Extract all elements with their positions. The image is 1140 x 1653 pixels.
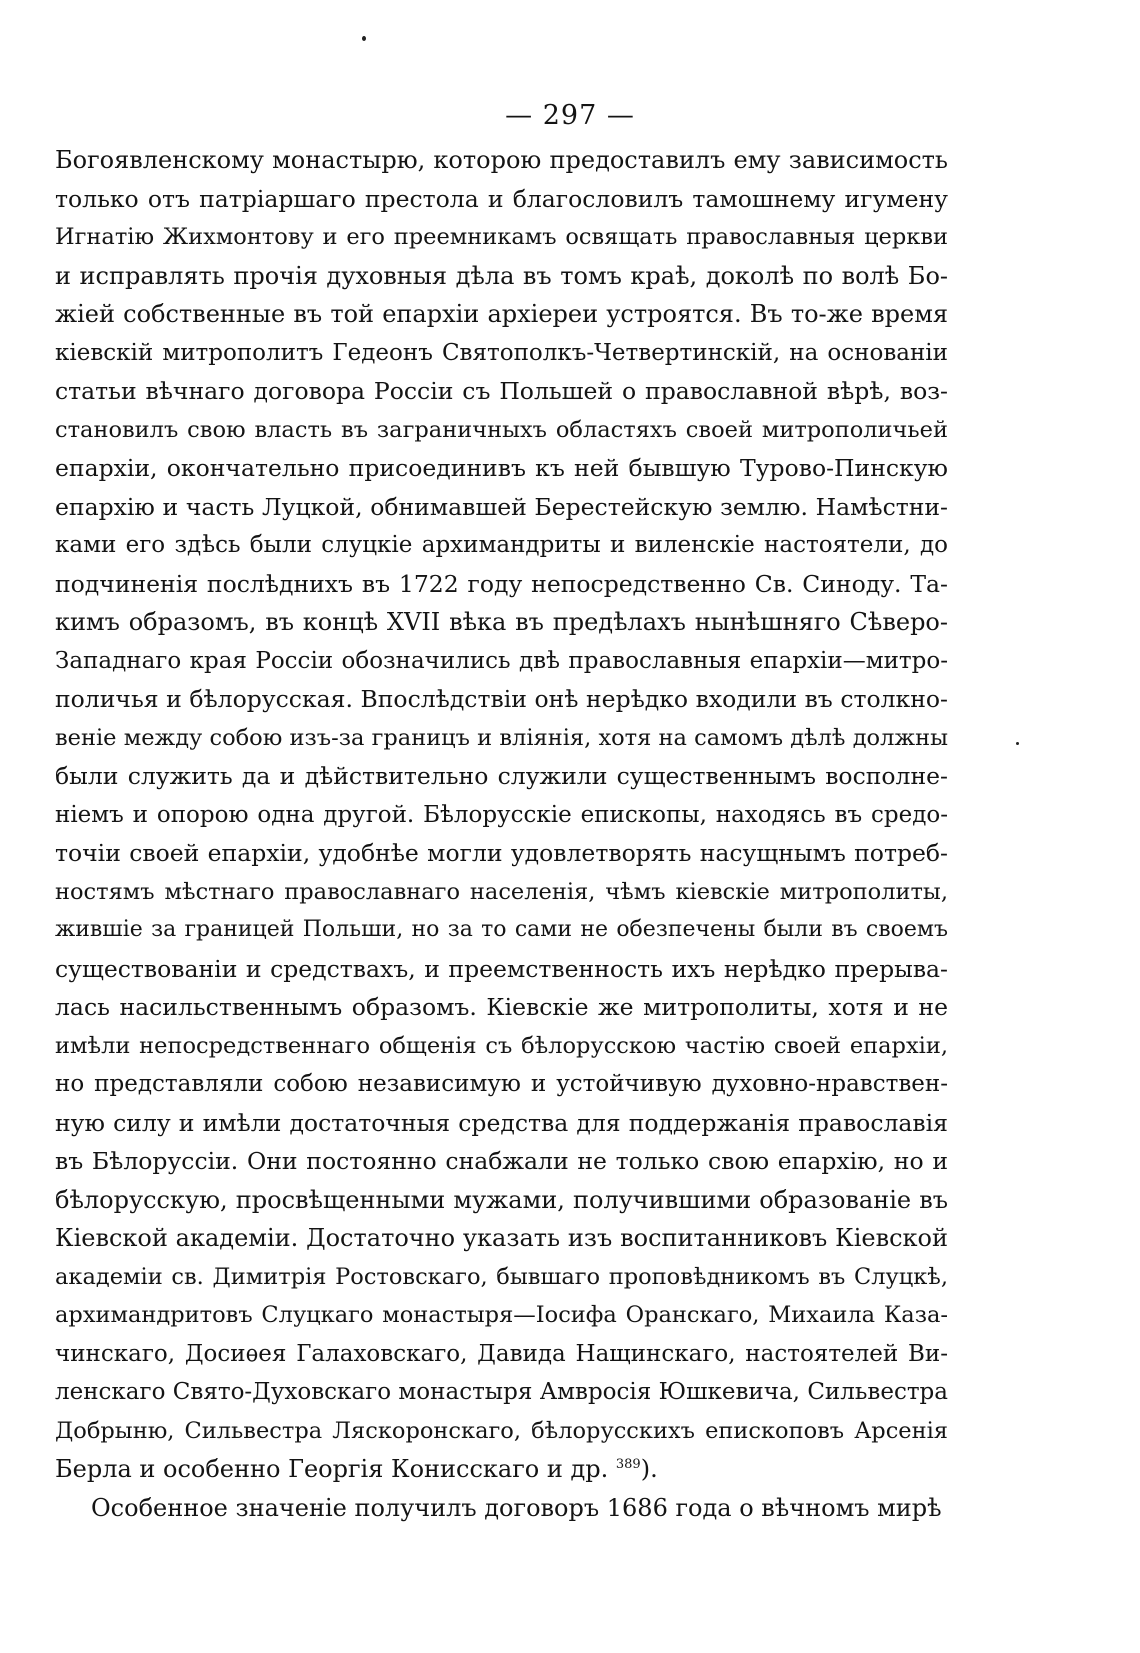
text-line: были служить да и дѣйствительно служили существеннымъ восполне- (55, 762, 948, 790)
text-line: ленскаго Свято-Духовскаго монастыря Амвросія Юшкевича, Сильвестра (55, 1379, 948, 1405)
scan-speck (362, 36, 366, 41)
text-line: точіи своей епархіи, удобнѣе могли удовлетворять насущнымъ потреб- (55, 839, 948, 867)
text-line: существованіи и средствахъ, и преемственность ихъ нерѣдко прерыва- (55, 954, 948, 983)
text-line: и исправлять прочія духовныя дѣла въ томъ краѣ, доколѣ по волѣ Бо- (55, 261, 948, 290)
text-line: Богоявленскому монастырю, которою предоставилъ ему зависимость (55, 146, 948, 174)
text-line: архимандритовъ Слуцкаго монастыря—Іосифа Оранскаго, Михаила Каза- (55, 1302, 948, 1328)
body-text (55, 141, 948, 1527)
text-line: ніемъ и опорою одна другой. Бѣлорусскіе епископы, находясь въ средо- (55, 801, 948, 828)
text-line: статьи вѣчнаго договора Россіи съ Польшей о православной вѣрѣ, воз- (55, 377, 948, 405)
text-line: только отъ патріаршаго престола и благословилъ тамошнему игумену (55, 184, 948, 213)
text-line: кимъ образомъ, въ концѣ XVII вѣка въ предѣлахъ нынѣшняго Сѣверо- (55, 608, 948, 636)
page-number: — 297 — (505, 100, 635, 131)
paragraph-first-line: Особенное значеніе получилъ договоръ 1686 года о вѣчномъ мирѣ (91, 1493, 942, 1522)
text-line: Западнаго края Россіи обозначились двѣ православныя епархіи—митро- (55, 647, 948, 674)
text-line: жіей собственные въ той епархіи архіереи устроятся. Въ то-же время (55, 300, 948, 328)
text-line: жившіе за границей Польши, но за то сами не обезпечены были въ своемъ (55, 917, 948, 942)
text-line: епархіи, окончательно присоединивъ къ ней бывшую Турово-Пинскую (55, 454, 948, 482)
text-line: кіевскій митрополитъ Гедеонъ Святополкъ-Четвертинскій, на основаніи (55, 339, 948, 366)
text-line: веніе между собою изъ-за границъ и вліянія, хотя на самомъ дѣлѣ должны (55, 724, 948, 751)
text-line-closing: ). (640, 1455, 658, 1483)
text-line: подчиненія послѣднихъ въ 1722 году непосредственно Св. Синоду. Та- (55, 569, 948, 598)
text-line: въ Бѣлоруссіи. Они постоянно снабжали не только свою епархію, но и (55, 1147, 948, 1175)
text-line: бѣлорусскую, просвѣщенными мужами, получившими образованіе въ (55, 1185, 948, 1214)
text-line: Кіевской академіи. Достаточно указать изъ воспитанниковъ Кіевской (55, 1224, 948, 1252)
text-line-content: Берла и особенно Георгія Конисскаго и др. (55, 1455, 616, 1483)
text-line: поличья и бѣлорусская. Впослѣдствіи онѣ нерѣдко входили въ столкно- (55, 685, 948, 713)
text-line: лась насильственнымъ образомъ. Кіевскіе же митрополиты, хотя и не (55, 993, 948, 1021)
text-line: становилъ свою власть въ заграничныхъ областяхъ своей митрополичьей (55, 416, 948, 443)
text-line-last (55, 1450, 948, 1489)
text-line: ную силу и имѣли достаточныя средства для поддержанія православія (55, 1108, 948, 1137)
text-line: ностямъ мѣстнаго православнаго населенія, чѣмъ кіевскіе митрополиты, (55, 878, 948, 905)
text-line: но представляли собою независимую и устойчивую духовно-нравствен- (55, 1071, 948, 1097)
scan-speck (1016, 742, 1019, 745)
text-line: имѣли непосредственнаго общенія съ бѣлорусскою частію своей епархіи, (55, 1032, 948, 1059)
text-line: епархію и часть Луцкой, обнимавшей Берестейскую землю. Намѣстни- (55, 492, 948, 521)
text-line: академіи св. Димитрія Ростовскаго, бывшаго проповѣдникомъ въ Слуцкѣ, (55, 1263, 948, 1290)
footnote-ref: 389 (615, 1457, 641, 1472)
text-line: Добрыню, Сильвестра Ляскоронскаго, бѣлорусскихъ епископовъ Арсенія (55, 1417, 948, 1444)
text-line: ками его здѣсь были слуцкіе архимандриты и виленскіе настоятели, до (55, 532, 948, 558)
text-line: чинскаго, Досиѳея Галаховскаго, Давида Нащинскаго, настоятелей Ви- (55, 1340, 948, 1367)
text-line: Игнатію Жихмонтову и его преемникамъ освящать православныя церкви (55, 224, 948, 250)
